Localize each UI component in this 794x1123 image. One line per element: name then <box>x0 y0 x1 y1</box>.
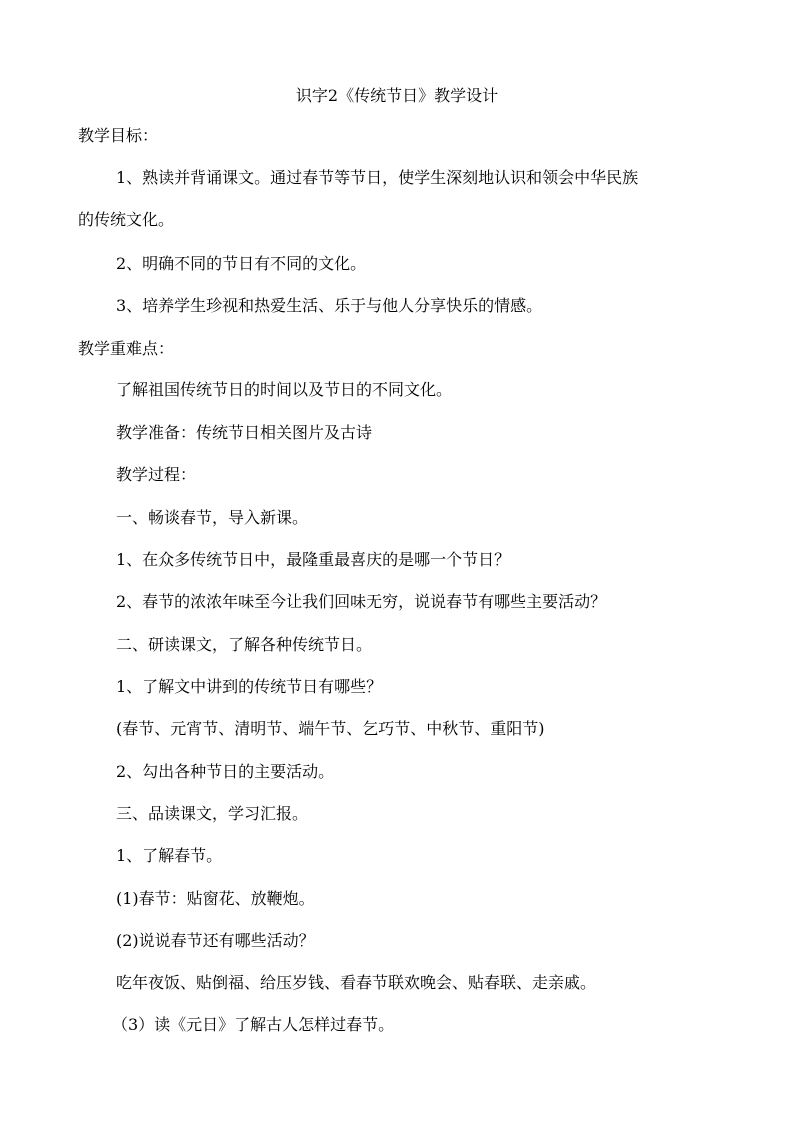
section-heading-key-points: 教学重难点： <box>78 339 175 358</box>
paragraph-line: 了解祖国传统节日的时间以及节日的不同文化。 <box>116 380 453 399</box>
paragraph-line: 1、了解春节。 <box>116 846 223 865</box>
paragraph-line: 一、畅谈春节，导入新课。 <box>116 508 309 527</box>
paragraph-line: 吃年夜饭、贴倒福、给压岁钱、看春节联欢晚会、贴春联、走亲戚。 <box>116 973 597 992</box>
paragraph-line: （3）读《元日》了解古人怎样过春节。 <box>112 1015 395 1034</box>
paragraph-line: (春节、元宵节、清明节、端午节、乞巧节、中秋节、重阳节) <box>116 719 545 738</box>
paragraph-line: 教学过程： <box>116 465 197 484</box>
paragraph-line: 2、春节的浓浓年味至今让我们回味无穷，说说春节有哪些主要活动？ <box>116 592 607 611</box>
section-heading-objectives: 教学目标： <box>78 126 159 145</box>
paragraph-line: 的传统文化。 <box>78 210 175 229</box>
paragraph-line: (1)春节：贴窗花、放鞭炮。 <box>116 889 315 908</box>
document-title: 识字2《传统节日》教学设计 <box>295 86 499 105</box>
paragraph-line: 二、研读课文，了解各种传统节日。 <box>116 635 373 654</box>
paragraph-line: 三、品读课文，学习汇报。 <box>116 804 309 823</box>
paragraph-line: 2、明确不同的节日有不同的文化。 <box>116 254 367 273</box>
paragraph-line: 3、培养学生珍视和热爱生活、乐于与他人分享快乐的情感。 <box>116 296 543 315</box>
paragraph-line: 教学准备：传统节日相关图片及古诗 <box>116 423 373 442</box>
paragraph-line: 1、在众多传统节日中，最隆重最喜庆的是哪一个节日？ <box>116 550 511 569</box>
paragraph-line: 2、勾出各种节日的主要活动。 <box>116 762 335 781</box>
paragraph-line: 1、了解文中讲到的传统节日有哪些？ <box>116 677 383 696</box>
paragraph-line: 1、熟读并背诵课文。通过春节等节日，使学生深刻地认识和领会中华民族 <box>116 168 639 187</box>
paragraph-line: (2)说说春节还有哪些活动？ <box>116 931 315 950</box>
